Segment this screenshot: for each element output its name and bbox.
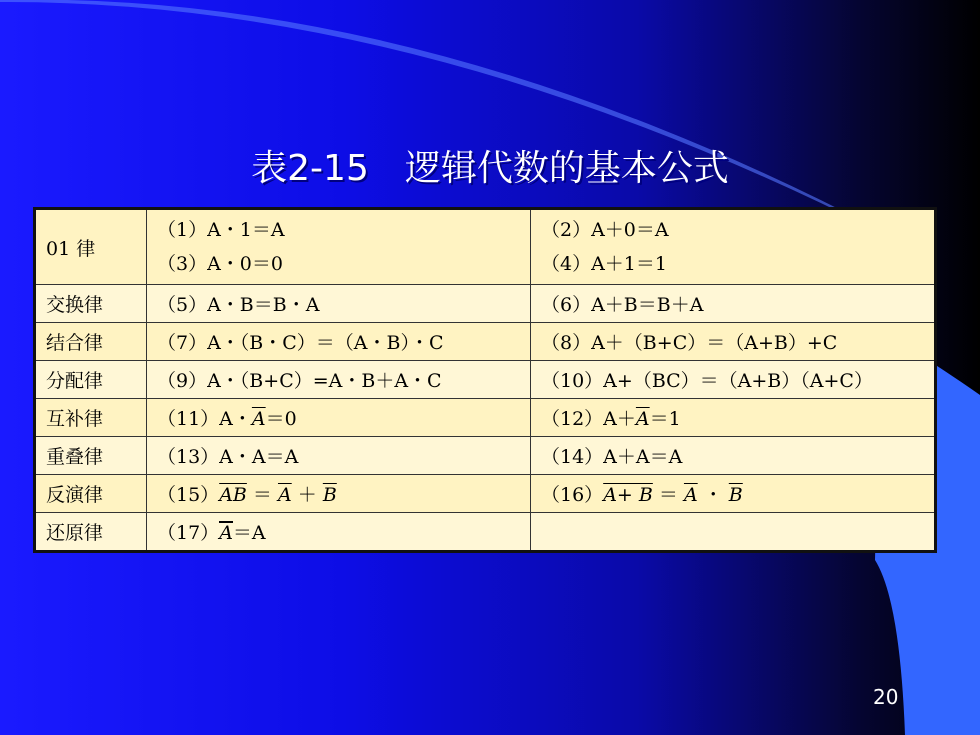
table-row: [35, 475, 936, 513]
formula: （3）A・0＝0: [157, 253, 283, 275]
formula: （5）A・B＝B・A: [147, 285, 531, 323]
table-row: [35, 513, 936, 552]
formula-cell: [147, 399, 531, 437]
formula-cell: [147, 209, 531, 285]
overline-term: $\overline{AB}$: [219, 484, 247, 506]
formula-part: ・: [703, 484, 723, 506]
formula-part: ＝: [252, 484, 272, 506]
formula-part: ＝1: [649, 408, 681, 430]
formula-part: （16）: [541, 484, 604, 506]
formula: （7）A・（B・C）＝（A・B）・C: [147, 323, 531, 361]
formula-part: （17）: [157, 522, 220, 544]
formula: （9）A・（B+C）=A・B＋A・C: [147, 361, 531, 399]
table-row: [35, 285, 936, 323]
table-row: [35, 323, 936, 361]
law-name: 交换律: [35, 285, 147, 323]
slide-title: 表2-15 逻辑代数的基本公式: [251, 148, 729, 189]
formula-part: （15）: [157, 484, 220, 506]
page-number: 20: [873, 685, 899, 709]
formula-cell: [531, 399, 936, 437]
formula-cell: [531, 475, 936, 513]
overline-term: $\overline{A}$: [635, 408, 650, 430]
formula-cell: [147, 513, 531, 552]
formula: （2）A＋0＝A: [541, 219, 669, 241]
formula-part: （11）A・: [157, 408, 252, 430]
formula-cell: [531, 209, 936, 285]
law-name: 01 律: [35, 209, 147, 285]
table-row: [35, 437, 936, 475]
law-name: 互补律: [35, 399, 147, 437]
formula: （10）A+（BC）＝（A+B）（A+C）: [531, 361, 936, 399]
law-name: 还原律: [35, 513, 147, 552]
overline-term: $\overline{B}$: [728, 484, 743, 506]
formula: （1）A・1＝A: [157, 219, 285, 241]
formula-part: ＝0: [265, 408, 297, 430]
formula: （14）A＋A＝A: [531, 437, 936, 475]
formula-part: ＝A: [232, 522, 266, 544]
law-name: 结合律: [35, 323, 147, 361]
table-row: [35, 361, 936, 399]
overline-term: $\overline{A}$: [251, 408, 266, 430]
table-row: [35, 209, 936, 285]
overline-term: A+ B: [603, 484, 653, 506]
law-name: 反演律: [35, 475, 147, 513]
double-overline-term: A: [219, 522, 233, 544]
overline-term: $\overline{A}$: [277, 484, 292, 506]
table-row: [35, 399, 936, 437]
formula-part: （12）A＋: [541, 408, 636, 430]
law-name: 分配律: [35, 361, 147, 399]
overline-term: $\overline{A}$: [683, 484, 698, 506]
formula-table: [33, 207, 937, 553]
formula: （8）A＋（B+C）＝（A+B）+C: [531, 323, 936, 361]
formula: （4）A＋1＝1: [541, 253, 667, 275]
formula: （13）A・A＝A: [147, 437, 531, 475]
overline-term: $\overline{B}$: [322, 484, 337, 506]
formula: （6）A＋B＝B＋A: [531, 285, 936, 323]
formula-part: ＋: [297, 484, 317, 506]
formula-part: ＝: [658, 484, 678, 506]
law-name: 重叠律: [35, 437, 147, 475]
empty-cell: [531, 513, 936, 552]
formula-cell: [147, 475, 531, 513]
